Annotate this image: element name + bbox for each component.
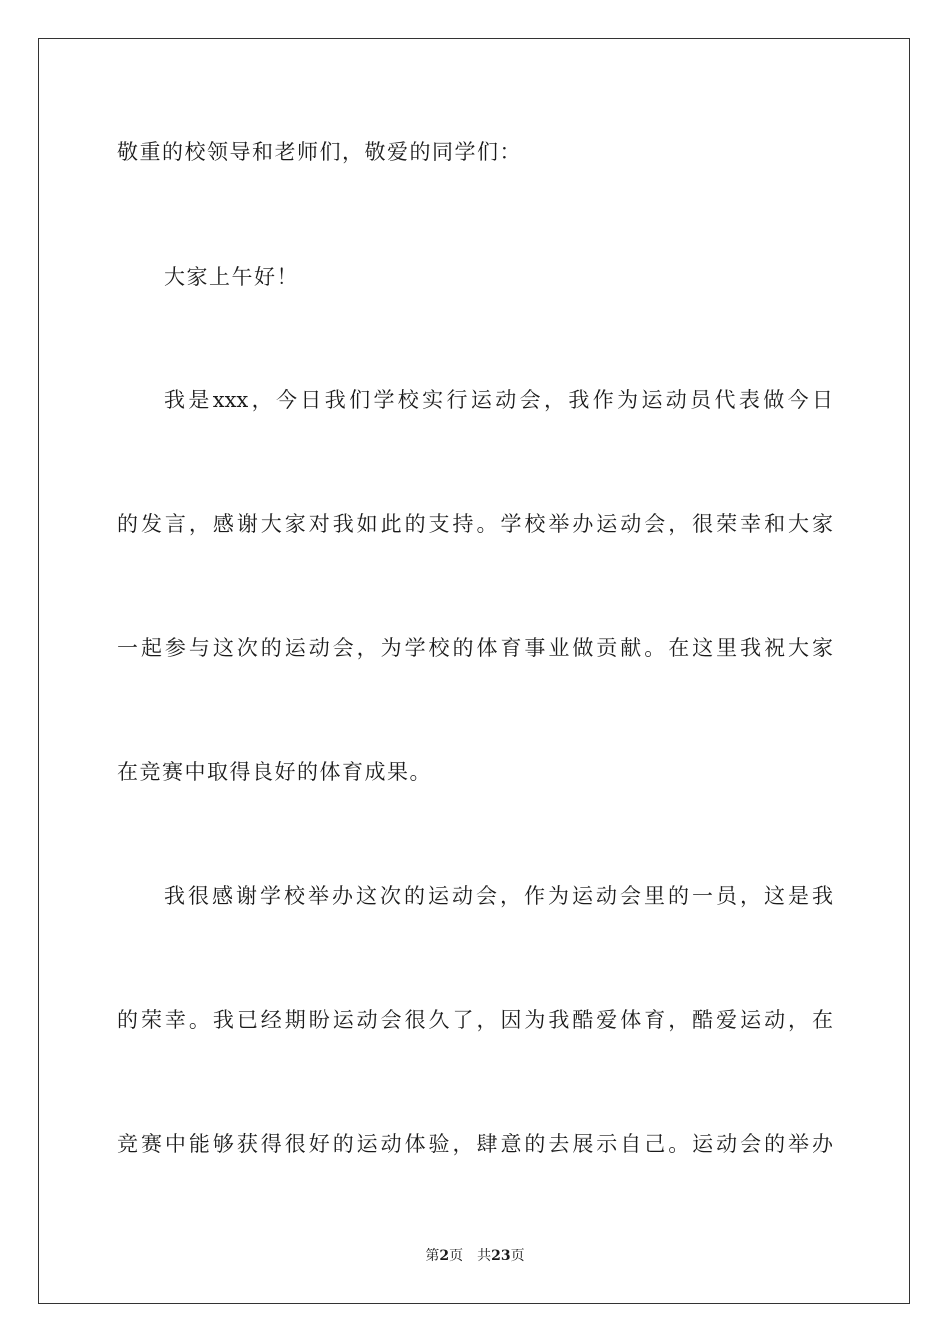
total-pages: 23 <box>491 1248 511 1264</box>
total-pages-label <box>477 1247 524 1265</box>
body-text-line: 我是xxx，今日我们学校实行运动会，我作为运动员代表做今日 <box>164 388 833 412</box>
body-text-line: 竞赛中能够获得很好的运动体验，肆意的去展示自己。运动会的举办 <box>117 1132 833 1156</box>
body-text-line: 一起参与这次的运动会，为学校的体育事业做贡献。在这里我祝大家 <box>117 636 833 660</box>
page-footer <box>0 1247 950 1265</box>
total-suffix: 页 <box>510 1248 525 1264</box>
body-text-line: 在竞赛中取得良好的体育成果。 <box>117 760 432 784</box>
page-number: 2 <box>439 1248 450 1264</box>
page-suffix: 页 <box>449 1248 464 1264</box>
body-text-line: 的荣幸。我已经期盼运动会很久了，因为我酷爱体育，酷爱运动，在 <box>117 1008 833 1032</box>
body-text-line: 的发言，感谢大家对我如此的支持。学校举办运动会，很荣幸和大家 <box>117 512 833 536</box>
page-frame <box>38 38 910 1304</box>
total-prefix: 共 <box>477 1248 492 1264</box>
body-text-line: 我很感谢学校举办这次的运动会，作为运动会里的一员，这是我 <box>164 884 833 908</box>
page-number-label <box>425 1247 463 1265</box>
greeting-line: 大家上午好！ <box>164 265 299 289</box>
page-prefix: 第 <box>425 1248 440 1264</box>
salutation-line: 敬重的校领导和老师们，敬爱的同学们： <box>117 140 522 164</box>
